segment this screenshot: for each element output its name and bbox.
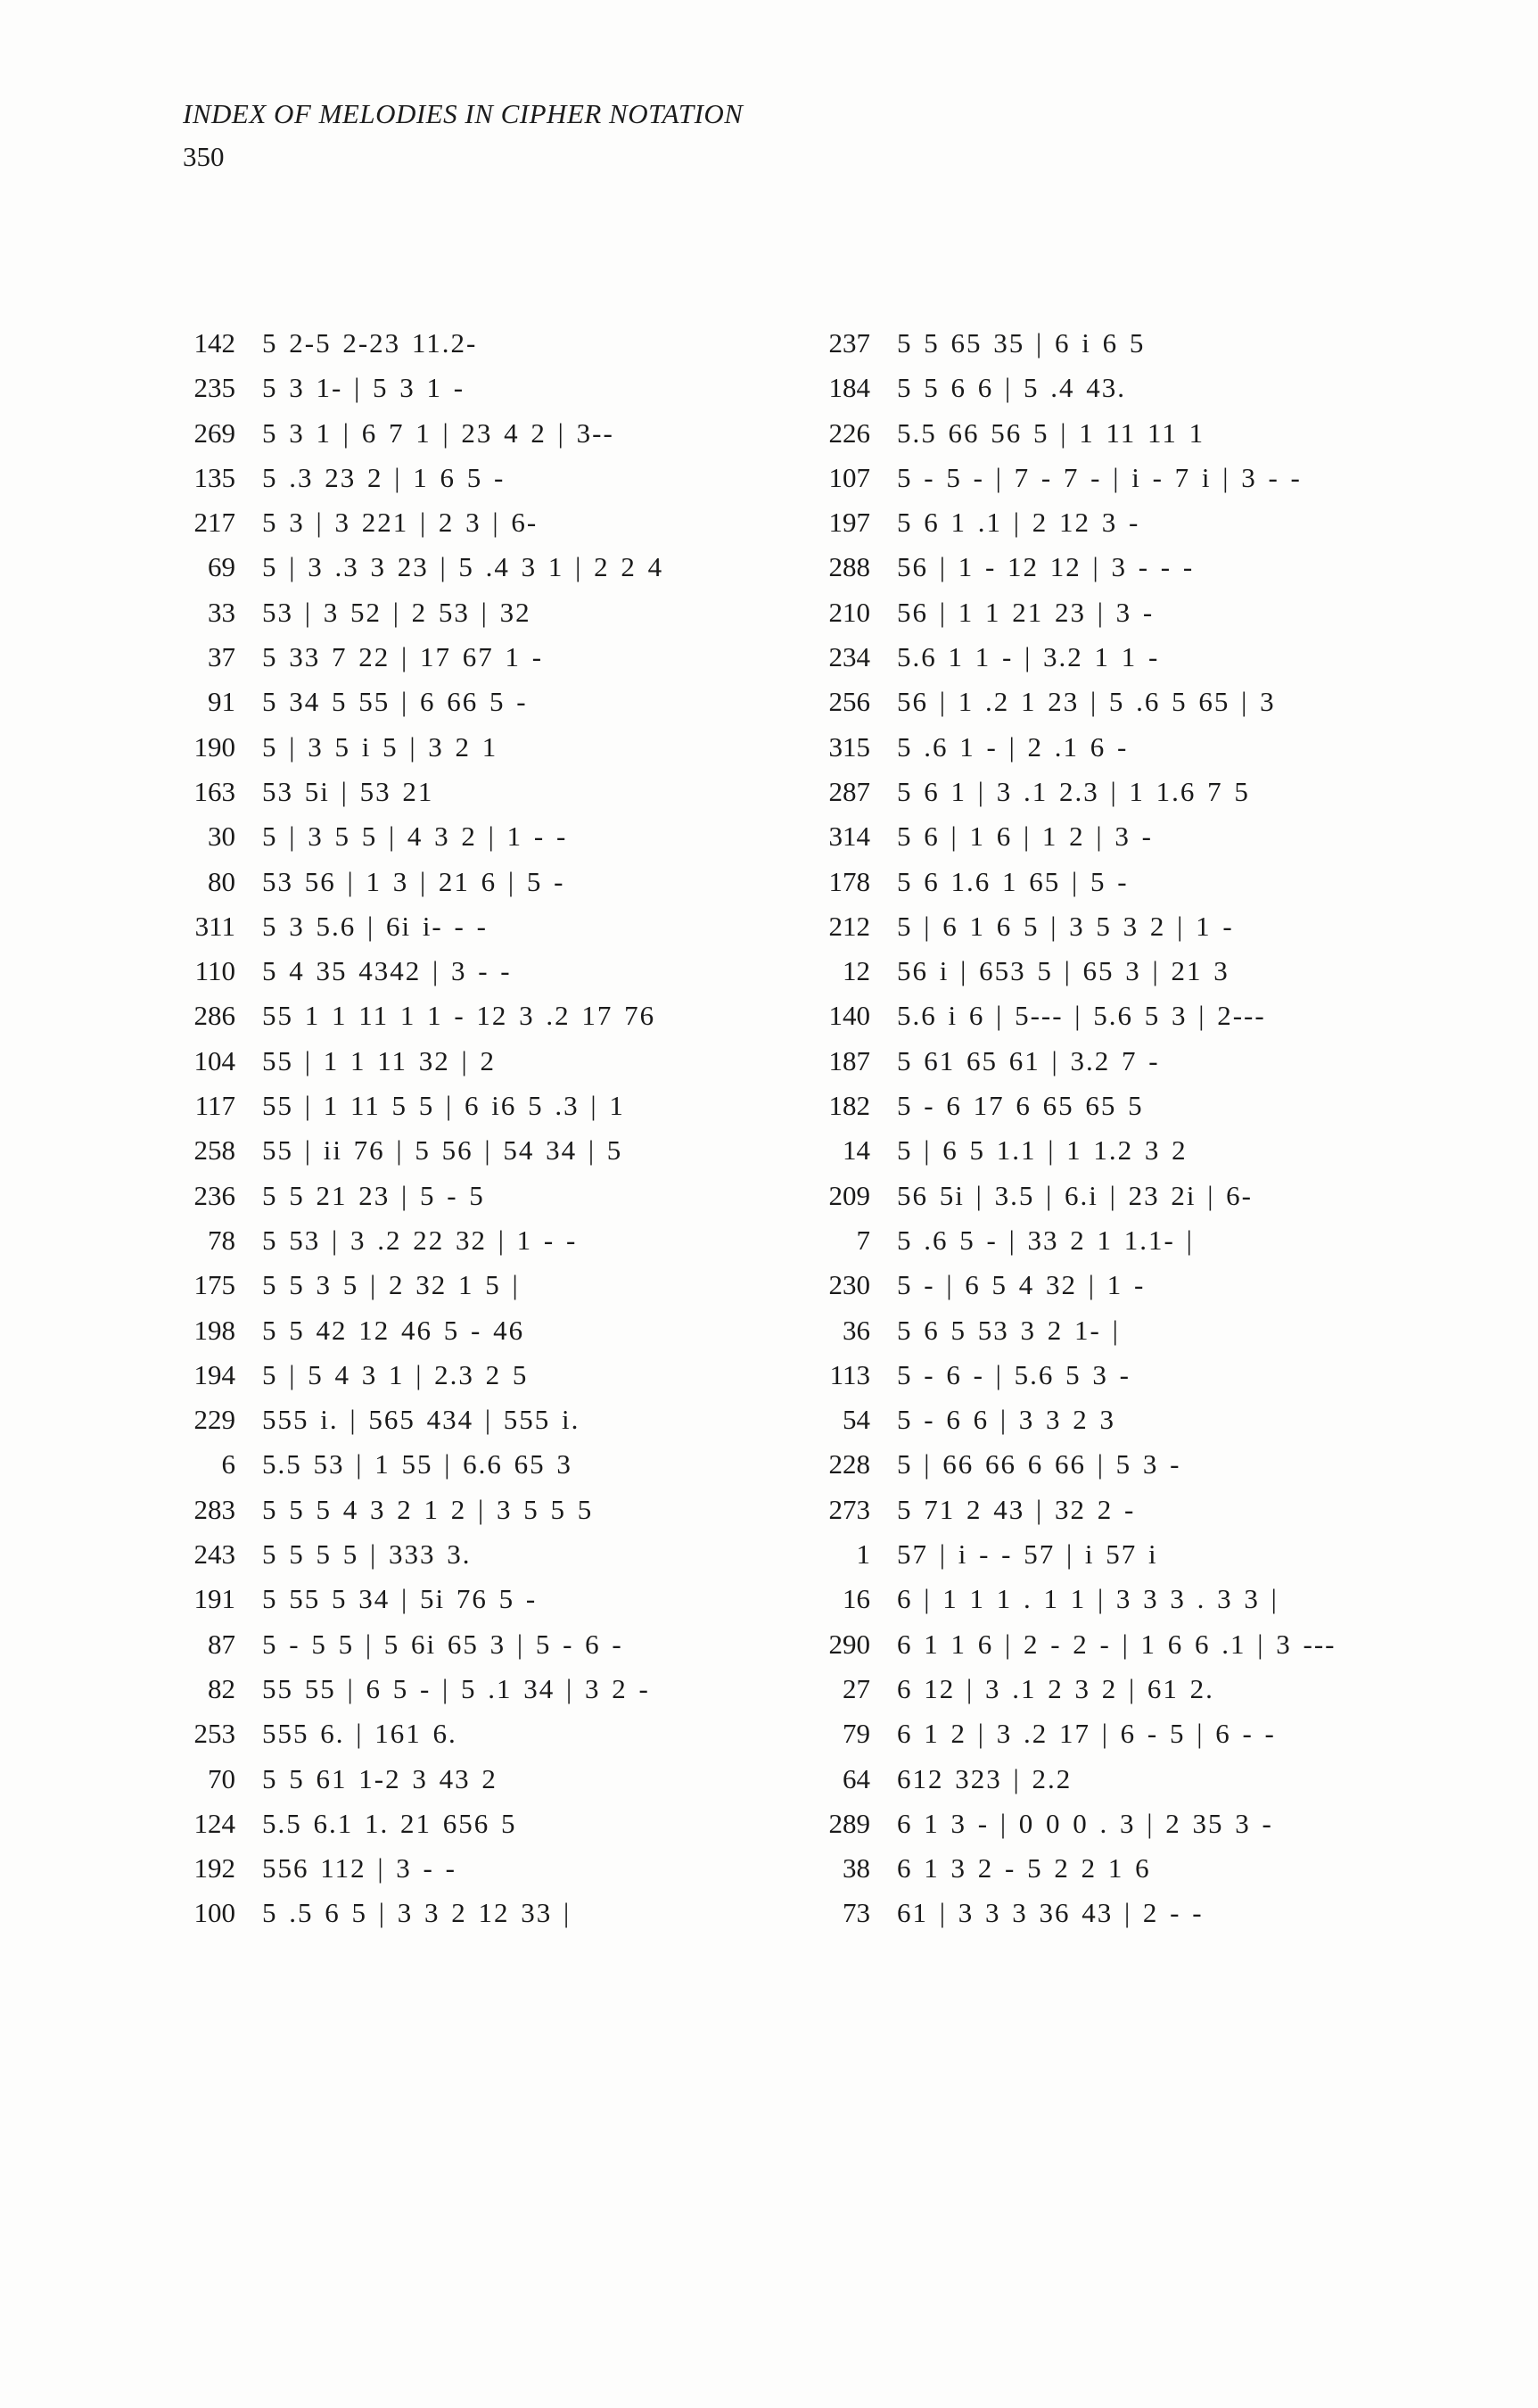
melody-notation: 5.6 1 1 - | 3.2 1 1 - <box>897 641 1160 673</box>
melody-notation: 56 | 1 1 21 23 | 3 - <box>897 596 1155 628</box>
melody-entry <box>168 366 827 410</box>
melody-entry <box>802 1084 1462 1128</box>
melody-entry <box>802 1532 1462 1577</box>
melody-number: 79 <box>843 1718 870 1750</box>
melody-entry <box>168 500 827 545</box>
melody-notation: 53 5i | 53 21 <box>262 775 434 807</box>
melody-notation: 5.6 i 6 | 5--- | 5.6 5 3 | 2--- <box>897 1000 1266 1032</box>
melody-notation: 5 .6 5 - | 33 2 1 1.1- | <box>897 1224 1194 1256</box>
melody-number: 78 <box>208 1224 235 1256</box>
melody-entry <box>168 1667 827 1711</box>
melody-notation: 5 | 3 5 5 | 4 3 2 | 1 - - <box>262 821 568 853</box>
melody-number: 38 <box>843 1852 870 1884</box>
melody-notation: 5 5 3 5 | 2 32 1 5 | <box>262 1269 520 1301</box>
melody-notation: 55 | 1 1 11 32 | 2 <box>262 1044 497 1076</box>
melody-notation: 5 2-5 2-23 11.2- <box>262 327 478 359</box>
melody-number: 182 <box>828 1090 870 1122</box>
melody-number: 198 <box>193 1314 235 1346</box>
melody-number: 27 <box>843 1672 870 1704</box>
melody-notation: 53 | 3 52 | 2 53 | 32 <box>262 596 531 628</box>
melody-notation: 6 1 2 | 3 .2 17 | 6 - 5 | 6 - - <box>897 1718 1276 1750</box>
melody-entry <box>168 770 827 814</box>
melody-number: 91 <box>208 686 235 718</box>
melody-number: 113 <box>829 1358 870 1390</box>
melody-entry <box>802 1622 1462 1667</box>
melody-number: 80 <box>208 865 235 897</box>
melody-entry <box>168 994 827 1038</box>
melody-entry <box>168 1398 827 1442</box>
melody-number: 237 <box>828 327 870 359</box>
melody-entry <box>168 860 827 904</box>
melody-index-right-column <box>802 321 1462 1936</box>
melody-notation: 5 55 5 34 | 5i 76 5 - <box>262 1583 538 1615</box>
melody-entry <box>802 904 1462 949</box>
melody-entry <box>168 1622 827 1667</box>
melody-number: 209 <box>828 1179 870 1211</box>
melody-entry <box>802 994 1462 1038</box>
melody-number: 229 <box>193 1404 235 1436</box>
melody-entry <box>802 1667 1462 1711</box>
melody-number: 163 <box>193 775 235 807</box>
melody-number: 190 <box>193 730 235 763</box>
melody-entry <box>802 1802 1462 1846</box>
melody-entry <box>168 1846 827 1891</box>
melody-notation: 612 323 | 2.2 <box>897 1762 1073 1794</box>
melody-notation: 55 | 1 11 5 5 | 6 i6 5 .3 | 1 <box>262 1090 625 1122</box>
melody-entry <box>168 1577 827 1621</box>
melody-entry <box>168 1084 827 1128</box>
melody-notation: 5 5 5 5 | 333 3. <box>262 1538 472 1571</box>
melody-number: 107 <box>828 461 870 493</box>
running-head: INDEX OF MELODIES IN CIPHER NOTATION <box>183 98 744 129</box>
melody-entry <box>168 725 827 770</box>
melody-entry <box>802 366 1462 410</box>
melody-number: 192 <box>193 1852 235 1884</box>
melody-entry <box>802 725 1462 770</box>
melody-entry <box>802 1039 1462 1084</box>
melody-entry <box>802 411 1462 456</box>
melody-entry <box>168 1711 827 1756</box>
melody-number: 212 <box>828 910 870 942</box>
melody-notation: 5 5 6 6 | 5 .4 43. <box>897 372 1126 404</box>
melody-entry <box>802 860 1462 904</box>
melody-entry <box>168 411 827 456</box>
melody-notation: 5 .6 1 - | 2 .1 6 - <box>897 730 1129 763</box>
melody-entry <box>802 680 1462 724</box>
page-number: 350 <box>183 141 225 172</box>
melody-number: 311 <box>194 910 235 942</box>
melody-notation: 5 3 1 | 6 7 1 | 23 4 2 | 3-- <box>262 416 614 449</box>
melody-number: 258 <box>193 1134 235 1167</box>
melody-number: 243 <box>193 1538 235 1571</box>
melody-notation: 5 | 66 66 6 66 | 5 3 - <box>897 1448 1181 1480</box>
melody-number: 230 <box>828 1269 870 1301</box>
melody-entry <box>802 590 1462 635</box>
melody-notation: 5 3 5.6 | 6i i- - - <box>262 910 488 942</box>
melody-number: 226 <box>828 416 870 449</box>
melody-notation: 5 5 21 23 | 5 - 5 <box>262 1179 485 1211</box>
melody-number: 315 <box>828 730 870 763</box>
melody-entry <box>168 321 827 366</box>
melody-number: 236 <box>193 1179 235 1211</box>
melody-entry <box>802 1398 1462 1442</box>
melody-notation: 5 .3 23 2 | 1 6 5 - <box>262 461 506 493</box>
melody-notation: 5.5 66 56 5 | 1 11 11 1 <box>897 416 1205 449</box>
melody-number: 140 <box>828 1000 870 1032</box>
melody-notation: 5 | 6 5 1.1 | 1 1.2 3 2 <box>897 1134 1188 1167</box>
melody-entry <box>802 1488 1462 1532</box>
melody-entry <box>168 1263 827 1307</box>
melody-entry <box>168 1308 827 1353</box>
melody-number: 104 <box>193 1044 235 1076</box>
melody-entry <box>168 456 827 500</box>
melody-notation: 56 | 1 .2 1 23 | 5 .6 5 65 | 3 <box>897 686 1276 718</box>
melody-entry <box>168 1802 827 1846</box>
melody-entry <box>802 1442 1462 1487</box>
melody-number: 110 <box>194 955 235 987</box>
melody-notation: 5 53 | 3 .2 22 32 | 1 - - <box>262 1224 578 1256</box>
melody-entry <box>802 1891 1462 1935</box>
melody-entry <box>802 1174 1462 1218</box>
melody-entry <box>802 1577 1462 1621</box>
melody-notation: 57 | i - - 57 | i 57 i <box>897 1538 1158 1571</box>
melody-notation: 5 6 1 .1 | 2 12 3 - <box>897 507 1140 539</box>
melody-entry <box>168 635 827 680</box>
melody-number: 194 <box>193 1358 235 1390</box>
melody-entry <box>802 949 1462 994</box>
melody-number: 124 <box>193 1807 235 1839</box>
melody-notation: 6 1 3 2 - 5 2 2 1 6 <box>897 1852 1151 1884</box>
melody-notation: 56 5i | 3.5 | 6.i | 23 2i | 6- <box>897 1179 1253 1211</box>
melody-number: 100 <box>193 1897 235 1929</box>
melody-number: 82 <box>208 1672 235 1704</box>
melody-notation: 5 | 3 .3 3 23 | 5 .4 3 1 | 2 2 4 <box>262 551 664 583</box>
melody-number: 210 <box>828 596 870 628</box>
melody-notation: 6 12 | 3 .1 2 3 2 | 61 2. <box>897 1672 1214 1704</box>
melody-number: 269 <box>193 416 235 449</box>
melody-number: 117 <box>194 1090 235 1122</box>
melody-notation: 56 i | 653 5 | 65 3 | 21 3 <box>897 955 1230 987</box>
melody-number: 7 <box>856 1224 870 1256</box>
melody-number: 287 <box>828 775 870 807</box>
melody-notation: 5 71 2 43 | 32 2 - <box>897 1493 1136 1525</box>
melody-entry <box>168 1442 827 1487</box>
melody-number: 12 <box>843 955 870 987</box>
melody-entry <box>168 1353 827 1398</box>
melody-notation: 6 1 3 - | 0 0 0 . 3 | 2 35 3 - <box>897 1807 1273 1839</box>
melody-number: 256 <box>828 686 870 718</box>
melody-entry <box>168 1218 827 1263</box>
melody-notation: 5 - 6 6 | 3 3 2 3 <box>897 1404 1116 1436</box>
melody-entry <box>168 1174 827 1218</box>
melody-entry <box>168 1488 827 1532</box>
melody-notation: 5 4 35 4342 | 3 - - <box>262 955 512 987</box>
melody-entry <box>168 1757 827 1802</box>
melody-entry <box>802 456 1462 500</box>
melody-notation: 6 1 1 6 | 2 - 2 - | 1 6 6 .1 | 3 --- <box>897 1628 1336 1660</box>
melody-entry <box>802 814 1462 859</box>
melody-entry <box>168 545 827 590</box>
melody-number: 54 <box>843 1404 870 1436</box>
melody-notation: 5 5 65 35 | 6 i 6 5 <box>897 327 1146 359</box>
melody-number: 175 <box>193 1269 235 1301</box>
melody-notation: 5.5 53 | 1 55 | 6.6 65 3 <box>262 1448 572 1480</box>
melody-notation: 61 | 3 3 3 36 43 | 2 - - <box>897 1897 1204 1929</box>
melody-number: 14 <box>843 1134 870 1167</box>
melody-number: 286 <box>193 1000 235 1032</box>
melody-number: 36 <box>843 1314 870 1346</box>
melody-notation: 5 3 1- | 5 3 1 - <box>262 372 465 404</box>
melody-number: 30 <box>208 821 235 853</box>
melody-number: 314 <box>828 821 870 853</box>
melody-notation: 5 34 5 55 | 6 66 5 - <box>262 686 528 718</box>
melody-notation: 5 5 5 4 3 2 1 2 | 3 5 5 5 <box>262 1493 594 1525</box>
melody-notation: 556 112 | 3 - - <box>262 1852 456 1884</box>
melody-entry <box>802 545 1462 590</box>
melody-notation: 5 6 1 | 3 .1 2.3 | 1 1.6 7 5 <box>897 775 1250 807</box>
melody-entry <box>168 814 827 859</box>
melody-number: 64 <box>843 1762 870 1794</box>
melody-entry <box>168 680 827 724</box>
melody-number: 228 <box>828 1448 870 1480</box>
melody-notation: 5 - 5 5 | 5 6i 65 3 | 5 - 6 - <box>262 1628 623 1660</box>
melody-number: 1 <box>856 1538 870 1571</box>
melody-number: 283 <box>193 1493 235 1525</box>
melody-notation: 5 | 6 1 6 5 | 3 5 3 2 | 1 - <box>897 910 1234 942</box>
melody-notation: 5 6 1.6 1 65 | 5 - <box>897 865 1129 897</box>
melody-notation: 55 1 1 11 1 1 - 12 3 .2 17 76 <box>262 1000 656 1032</box>
melody-notation: 5.5 6.1 1. 21 656 5 <box>262 1807 517 1839</box>
melody-notation: 55 55 | 6 5 - | 5 .1 34 | 3 2 - <box>262 1672 650 1704</box>
melody-entry <box>802 770 1462 814</box>
melody-entry <box>802 1353 1462 1398</box>
melody-entry <box>802 1128 1462 1173</box>
melody-notation: 5 5 42 12 46 5 - 46 <box>262 1314 525 1346</box>
melody-entry <box>802 1757 1462 1802</box>
melody-notation: 5 33 7 22 | 17 67 1 - <box>262 641 544 673</box>
melody-notation: 53 56 | 1 3 | 21 6 | 5 - <box>262 865 565 897</box>
melody-notation: 5 3 | 3 221 | 2 3 | 6- <box>262 507 539 539</box>
melody-entry <box>802 1846 1462 1891</box>
melody-number: 187 <box>828 1044 870 1076</box>
melody-entry <box>168 590 827 635</box>
melody-number: 142 <box>193 327 235 359</box>
melody-notation: 5 - 5 - | 7 - 7 - | i - 7 i | 3 - - <box>897 461 1302 493</box>
melody-entry <box>802 321 1462 366</box>
melody-notation: 6 | 1 1 1 . 1 1 | 3 3 3 . 3 3 | <box>897 1583 1279 1615</box>
melody-number: 87 <box>208 1628 235 1660</box>
melody-entry <box>802 1263 1462 1307</box>
melody-number: 70 <box>208 1762 235 1794</box>
melody-notation: 5 | 5 4 3 1 | 2.3 2 5 <box>262 1358 529 1390</box>
melody-notation: 5 61 65 61 | 3.2 7 - <box>897 1044 1160 1076</box>
melody-number: 288 <box>828 551 870 583</box>
melody-notation: 5 - 6 - | 5.6 5 3 - <box>897 1358 1131 1390</box>
melody-number: 217 <box>193 507 235 539</box>
melody-entry <box>168 1532 827 1577</box>
melody-notation: 5 6 | 1 6 | 1 2 | 3 - <box>897 821 1153 853</box>
melody-number: 69 <box>208 551 235 583</box>
melody-number: 37 <box>208 641 235 673</box>
melody-notation: 555 6. | 161 6. <box>262 1718 457 1750</box>
melody-number: 33 <box>208 596 235 628</box>
melody-number: 16 <box>843 1583 870 1615</box>
melody-entry <box>168 1039 827 1084</box>
melody-entry <box>168 949 827 994</box>
melody-entry <box>168 1128 827 1173</box>
melody-notation: 5 6 5 53 3 2 1- | <box>897 1314 1120 1346</box>
melody-number: 273 <box>828 1493 870 1525</box>
melody-number: 178 <box>828 865 870 897</box>
melody-entry <box>802 500 1462 545</box>
melody-number: 6 <box>221 1448 235 1480</box>
melody-notation: 555 i. | 565 434 | 555 i. <box>262 1404 580 1436</box>
melody-number: 289 <box>828 1807 870 1839</box>
melody-entry <box>802 1711 1462 1756</box>
melody-entry <box>802 1218 1462 1263</box>
melody-number: 253 <box>193 1718 235 1750</box>
melody-notation: 5 5 61 1-2 3 43 2 <box>262 1762 498 1794</box>
melody-notation: 55 | ii 76 | 5 56 | 54 34 | 5 <box>262 1134 623 1167</box>
melody-number: 197 <box>828 507 870 539</box>
melody-entry <box>802 635 1462 680</box>
melody-number: 290 <box>828 1628 870 1660</box>
melody-number: 234 <box>828 641 870 673</box>
melody-entry <box>168 904 827 949</box>
melody-notation: 5 .5 6 5 | 3 3 2 12 33 | <box>262 1897 572 1929</box>
melody-notation: 5 - 6 17 6 65 65 5 <box>897 1090 1144 1122</box>
melody-number: 191 <box>193 1583 235 1615</box>
melody-notation: 56 | 1 - 12 12 | 3 - - - <box>897 551 1195 583</box>
melody-notation: 5 - | 6 5 4 32 | 1 - <box>897 1269 1146 1301</box>
melody-number: 135 <box>193 461 235 493</box>
melody-number: 184 <box>828 372 870 404</box>
melody-number: 73 <box>843 1897 870 1929</box>
melody-notation: 5 | 3 5 i 5 | 3 2 1 <box>262 730 498 763</box>
melody-number: 235 <box>193 372 235 404</box>
melody-entry <box>168 1891 827 1935</box>
melody-index-left-column <box>168 321 827 1936</box>
melody-entry <box>802 1308 1462 1353</box>
